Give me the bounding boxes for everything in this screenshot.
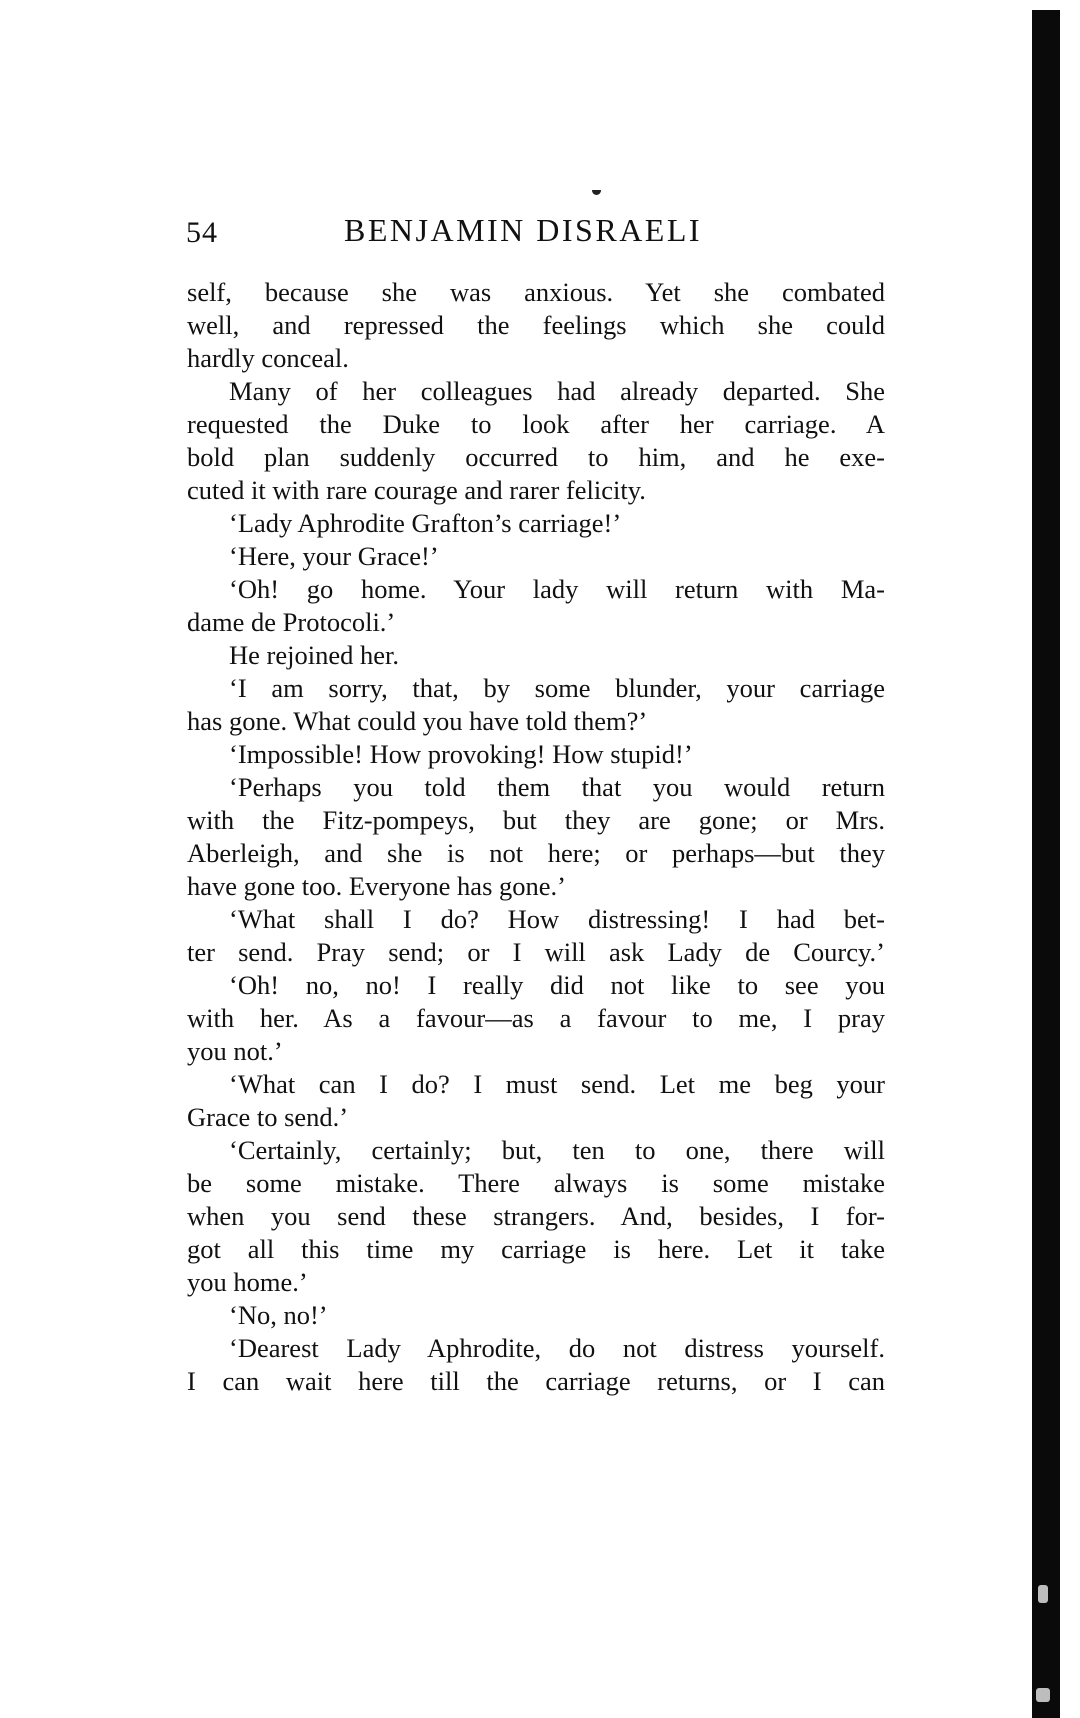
text-line: ‘Perhaps you told them that you would return — [229, 772, 885, 802]
text-line: Grace to send.’ — [187, 1102, 349, 1132]
page-number: 54 — [186, 216, 218, 249]
text-line: bold plan suddenly occurred to him, and he exe- — [187, 442, 885, 472]
text-line: ‘I am sorry, that, by some blunder, your carriage — [229, 673, 885, 703]
text-line: ‘Impossible! How provoking! How stupid!’ — [229, 739, 693, 769]
text-line: ‘Oh! no, no! I really did not like to see you — [229, 970, 885, 1000]
text-line: you not.’ — [187, 1036, 283, 1066]
text-line: well, and repressed the feelings which she could — [187, 310, 885, 340]
scan-speck — [1036, 1688, 1050, 1702]
text-line: He rejoined her. — [229, 640, 399, 670]
text-line: ‘Oh! go home. Your lady will return with Ma- — [229, 574, 885, 604]
text-line: cuted it with rare courage and rarer felicity. — [187, 475, 646, 505]
text-line: has gone. What could you have told them?’ — [187, 706, 648, 736]
scan-speck — [1038, 1585, 1048, 1603]
text-line: when you send these strangers. And, besides, I for- — [187, 1201, 885, 1231]
body-text — [187, 276, 885, 1398]
text-line: ‘Lady Aphrodite Grafton’s carriage!’ — [229, 508, 622, 538]
text-line: ter send. Pray send; or I will ask Lady de Courcy.’ — [187, 937, 885, 967]
text-line: you home.’ — [187, 1267, 308, 1297]
text-line: dame de Protocoli.’ — [187, 607, 396, 637]
text-line: ‘Here, your Grace!’ — [229, 541, 439, 571]
text-line: ‘What shall I do? How distressing! I had bet- — [229, 904, 885, 934]
text-line: Aberleigh, and she is not here; or perhaps—but they — [187, 838, 885, 868]
text-line: be some mistake. There always is some mistake — [187, 1168, 885, 1198]
text-line: have gone too. Everyone has gone.’ — [187, 871, 566, 901]
text-line: ‘No, no!’ — [229, 1300, 328, 1330]
text-line: with the Fitz-pompeys, but they are gone; or Mrs. — [187, 805, 885, 835]
text-line: requested the Duke to look after her carriage. A — [187, 409, 885, 439]
text-line: self, because she was anxious. Yet she combated — [187, 277, 885, 307]
page-header — [186, 212, 886, 262]
running-head: BENJAMIN DISRAELI — [344, 212, 703, 248]
text-line: ‘Dearest Lady Aphrodite, do not distress yourself. — [229, 1333, 885, 1363]
text-line: I can wait here till the carriage returns, or I can — [187, 1366, 885, 1396]
text-line: got all this time my carriage is here. Let it take — [187, 1234, 885, 1264]
text-line: with her. As a favour—as a favour to me, I pray — [187, 1003, 885, 1033]
text-line: ‘Certainly, certainly; but, ten to one, there will — [229, 1135, 885, 1165]
ink-mark — [592, 190, 601, 195]
scan-edge-shadow — [1032, 10, 1060, 1718]
text-line: ‘What can I do? I must send. Let me beg your — [229, 1069, 885, 1099]
scan-margin — [1060, 0, 1080, 1718]
text-line: hardly conceal. — [187, 343, 349, 373]
text-line: Many of her colleagues had already departed. She — [229, 376, 885, 406]
